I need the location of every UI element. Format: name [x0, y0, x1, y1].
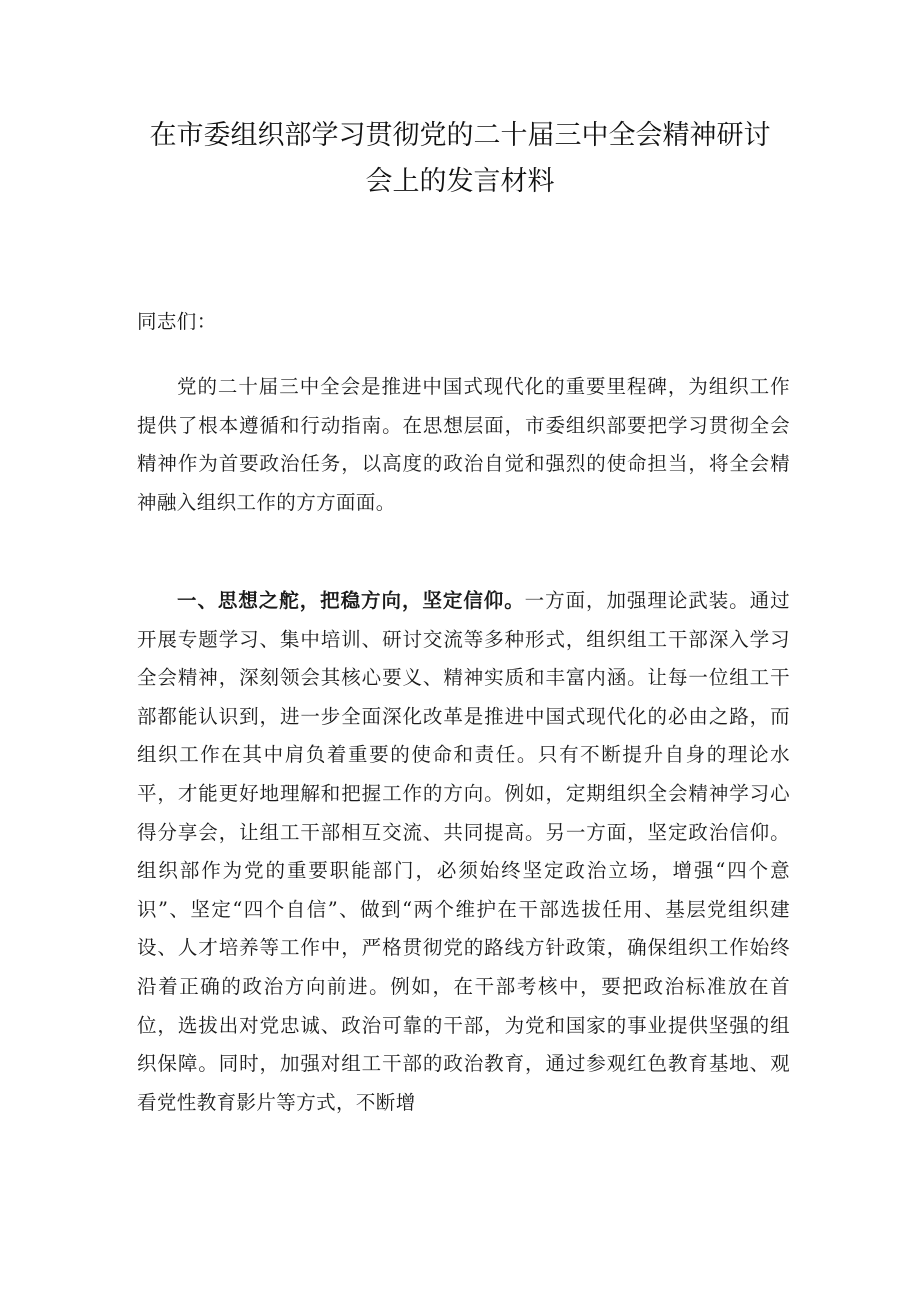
- document-title-line-2: 会上的发言材料: [365, 166, 555, 197]
- intro-paragraph: 党的二十届三中全会是推进中国式现代化的重要里程碑，为组织工作提供了根本遵循和行动指南。在思想层面，市委组织部要把学习贯彻全会精神作为首要政治任务，以高度的政治自觉和强烈的使命担当，将全会精神融入组织工作的方方面面。: [137, 375, 790, 514]
- greeting: 同志们：: [137, 310, 217, 333]
- section-1-heading: 一、思想之舵，把稳方向，坚定信仰。: [177, 589, 525, 612]
- document-title-line-1: 在市委组织部学习贯彻党的二十届三中全会精神研讨: [149, 120, 771, 151]
- section-1-body: 一方面，加强理论武装。通过开展专题学习、集中培训、研讨交流等多种形式，组织组工干部深入学习全会精神，深刻领会其核心要义、精神实质和丰富内涵。让每一位组工干部都能认识到，进一步全面深化改革是推进中国式现代化的必由之路，而组织工作在其中肩负着重要的使命和责任。只有不断提升自身的理论水平，才能更好地理解和把握工作的方向。例如，定期组织全会精神学习心得分享会，让组工干部相互交流、共同提高。另一方面，坚定政治信仰。组织部作为党的重要职能部门，必须始终坚定政治立场，增强“四个意识”、坚定“四个自信”、做到“两个维护在干部选拔任用、基层党组织建设、人才培养等工作中，严格贯彻党的路线方针政策，确保组织工作始终沿着正确的政治方向前进。例如，在干部考核中，要把政治标准放在首位，选拔出对党忠诚、政治可靠的干部，为党和国家的事业提供坚强的组织保障。同时，加强对组工干部的政治教育，通过参观红色教育基地、观看党性教育影片等方式，不断增: [137, 589, 790, 1114]
- section-1-paragraph: [137, 582, 790, 1122]
